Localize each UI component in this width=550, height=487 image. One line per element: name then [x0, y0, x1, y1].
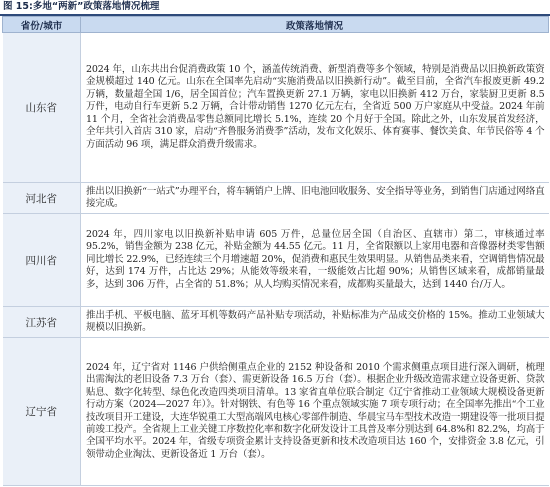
header-policy: 政策落地情况 — [81, 17, 549, 33]
policy-cell: 2024 年，辽宁省对 1146 户供给侧重点企业的 2152 种设备和 2010 个需求侧重点项目进行深入调研，梳理出需淘汰的老旧设备 7.3 万台（套）、需更新设备 16.5 万台（套）。根据企业升级改造需求建立设备更新、贷款贴息、数字化转型、绿色化改造四类项目清单。13 家省直单位联合制定《辽宁省推动工业领域大规模设备更新行动方案（2024—2027 年）》。针对钢铁、有色等 16 个重点领域实施 7 项专项行动；在全国率先推出“个工业技改项目开工建设，大连华锐重工大型高端风电核心零部件制造、华晨宝马车型技术改造一期建设等一批项目提前竣工投产。全省规上工业关键工序数控化率和数字化研发设计工具普及率分别达到 64.8%和 82.2%，均高于全国平均水平。2024 年，省级专项资金累计支持设备更新和技术改造项目达 160 个，安排资金 3.8 亿元，引领带动企业淘汰、更新设备近 1 万台（套）。 — [81, 338, 549, 486]
policy-cell: 2024 年，四川家电以旧换新补贴申请 605 万件，总量位居全国（自治区、直辖市）第二，审核通过率 95.2%，销售金额为 238 亿元，补贴金额为 44.55 亿元。11 月，全省限额以上家用电器和音像器材类零售额同比增长 22.9%，已经连续三个月增速超 20%，促消费和惠民生效果明显。从销售品类来看，空调销售情况最好，达到 174 万件，占比达 29%；从能效等级来看，一级能效占比超 90%；从销售区域来看，成都销量最多，达到 306 万件，占全省的 51.8%；从人均购买情况来看，成都购买量最大，达到 1440 台/万人。 — [81, 214, 549, 307]
table-row — [3, 183, 549, 214]
province-cell: 江苏省 — [3, 307, 81, 338]
header-province: 省份/城市 — [3, 17, 81, 33]
table-row — [3, 214, 549, 307]
table-row — [3, 307, 549, 338]
province-cell: 山东省 — [3, 33, 81, 183]
policy-cell: 推出以旧换新“一站式”办理平台，将车辆销户上牌、旧电池回收服务、安全指导等业务，到销售门店通过网络直接完成。 — [81, 183, 549, 214]
province-cell: 辽宁省 — [3, 338, 81, 486]
policy-cell: 推出手机、平板电脑、蓝牙耳机等数码产品补贴专项活动，补贴标准为产品成交价格的 15%。推动工业领域大规模以旧换新。 — [81, 307, 549, 338]
table-row — [3, 338, 549, 486]
figure-title: 图 15:多地“两新”政策落地情况梳理 — [0, 0, 550, 16]
table-row — [3, 33, 549, 183]
table-header-row — [3, 17, 549, 33]
province-cell: 河北省 — [3, 183, 81, 214]
policy-table — [2, 16, 549, 486]
policy-cell: 2024 年，山东共出台促消费政策 10 个，涵盖传统消费、新型消费等多个领域，特别是消费品以旧换新政策资金规模超过 140 亿元。山东在全国率先启动“实施消费品以旧换新行动”。截至目前，全省汽车报废更新 49.2 万辆，数量超全国 1/6，居全国首位；汽车置换更新 27.1 万辆，家电以旧换新 412 万台，家装厨卫更新 8.5 万件，电动自行车更新 5.2 万辆，合计带动销售 1270 亿元左右，全省近 500 万户家庭从中受益。2024 年前 11 个月，全省社会消费品零售总额同比增长 5.1%，连续 20 个月好于全国。除此之外，山东发展首发经济，全年共引入首店 310 家，启动“齐鲁服务消费季”活动，发布文化娱乐、体育赛事、餐饮美食、年节民俗等 4 个方面活动 96 项，满足群众消费升级需求。 — [81, 33, 549, 183]
province-cell: 四川省 — [3, 214, 81, 307]
